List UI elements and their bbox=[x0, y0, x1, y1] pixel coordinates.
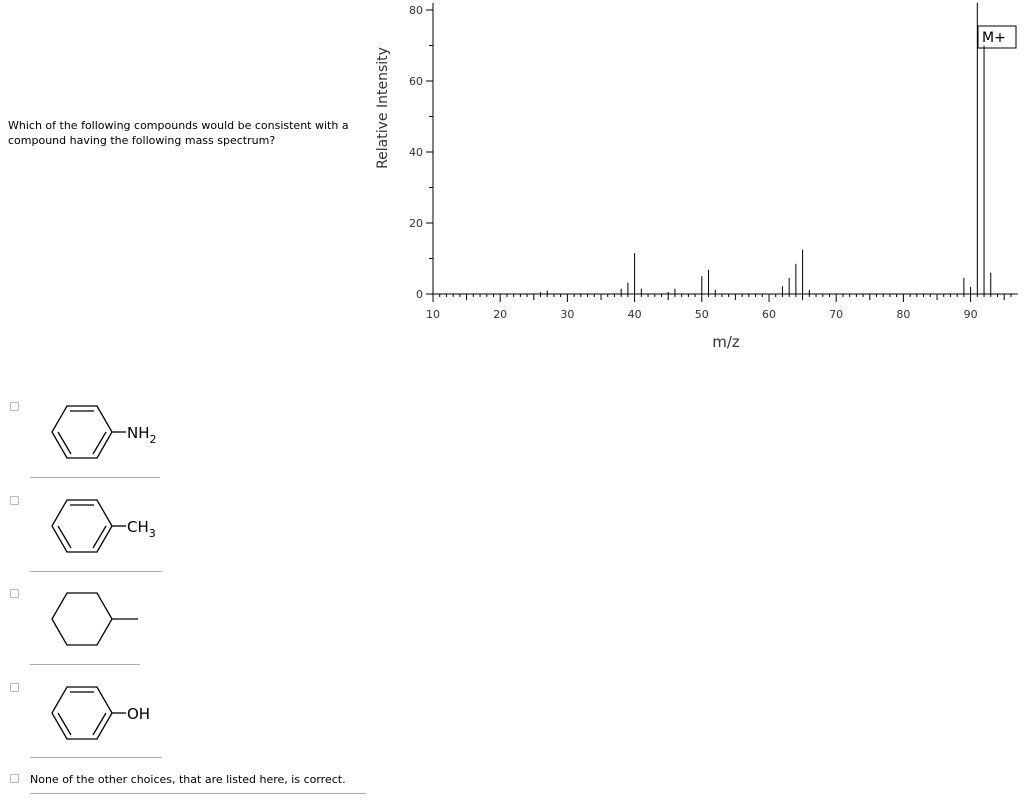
y-tick-label: 80 bbox=[409, 4, 423, 17]
molecular-ion-annotation: M+ bbox=[982, 30, 1006, 46]
y-tick-label: 20 bbox=[409, 217, 423, 230]
x-tick-label: 80 bbox=[896, 308, 911, 321]
mass-spectrum-chart bbox=[0, 0, 1024, 370]
benzene-ring-structure bbox=[36, 400, 196, 470]
svg-text:OH bbox=[127, 705, 150, 723]
option-divider bbox=[30, 571, 162, 572]
substituent-subscript: 3 bbox=[148, 527, 156, 540]
substituent-label: NH bbox=[127, 424, 150, 442]
radio-button[interactable] bbox=[10, 589, 19, 598]
y-tick-label: 0 bbox=[416, 288, 423, 301]
radio-button[interactable] bbox=[10, 683, 19, 692]
x-axis-label: m/z bbox=[712, 333, 740, 351]
x-tick-label: 20 bbox=[493, 308, 508, 321]
y-tick-label: 40 bbox=[409, 146, 423, 159]
option-divider bbox=[30, 477, 160, 478]
x-tick-label: 60 bbox=[762, 308, 776, 321]
svg-text:NH2 bbox=[127, 424, 157, 446]
x-tick-label: 90 bbox=[963, 308, 978, 321]
substituent-subscript: 2 bbox=[149, 433, 157, 446]
benzene-ring-structure bbox=[36, 681, 196, 751]
substituent-label: CH bbox=[127, 518, 149, 536]
svg-text:CH3 bbox=[127, 518, 156, 540]
option-none-label: None of the other choices, that are listed here, is correct. bbox=[30, 773, 346, 786]
option-divider bbox=[30, 757, 162, 758]
x-tick-label: 40 bbox=[627, 308, 642, 321]
substituent-label: OH bbox=[127, 705, 151, 723]
x-tick-label: 10 bbox=[426, 308, 440, 321]
radio-button[interactable] bbox=[10, 402, 19, 411]
x-tick-label: 70 bbox=[829, 308, 844, 321]
option-divider bbox=[30, 664, 140, 665]
question-text: Which of the following compounds would be consistent with a compound having the following mass spectrum? bbox=[8, 119, 349, 147]
radio-button[interactable] bbox=[10, 496, 19, 505]
y-tick-label: 60 bbox=[409, 75, 423, 88]
x-tick-label: 50 bbox=[694, 308, 709, 321]
benzene-ring-structure bbox=[36, 494, 196, 564]
cyclohexane-ring-structure bbox=[36, 587, 196, 657]
radio-button[interactable] bbox=[10, 774, 19, 783]
x-tick-label: 30 bbox=[560, 308, 575, 321]
option-divider bbox=[30, 793, 366, 794]
y-axis-label: Relative Intensity bbox=[375, 47, 391, 169]
